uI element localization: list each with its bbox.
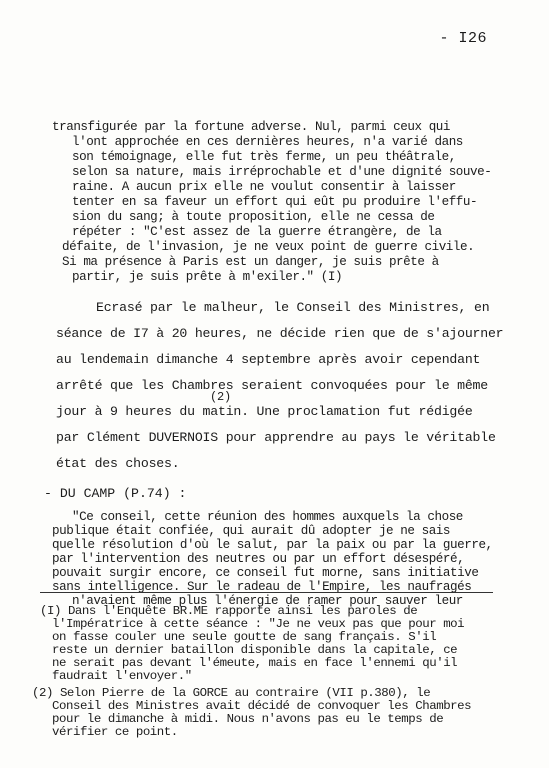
text-line: sion du sang; à toute proposition, elle ne cessa de [72, 210, 435, 224]
text-line: transfigurée par la fortune adverse. Nul, parmi ceux qui [52, 120, 451, 134]
text-line: défaite, de l'invasion, je ne veux point de guerre civile. [62, 240, 475, 254]
text-line: jour à 9 heures du matin. Une proclamation fut rédigée [56, 404, 473, 419]
text-line: répéter : "C'est assez de la guerre étrangère, de la [72, 225, 442, 239]
text-line: son témoignage, elle fut très ferme, un peu théâtrale, [72, 150, 456, 164]
text-line: au lendemain dimanche 4 septembre après avoir cependant [56, 352, 481, 367]
text-line: publique était confiée, qui aurait dû adopter je ne sais [52, 524, 451, 538]
footnote-line: (I) Dans l'Enquête BR.ME rapporte ainsi les paroles de [40, 604, 418, 618]
footnote-line: faudrait l'envoyer." [52, 669, 192, 683]
footnote-line: on fasse couler une seule goutte de sang français. S'il [52, 630, 437, 644]
text-line: Ecrasé par le malheur, le Conseil des Ministres, en [96, 300, 490, 315]
footnote-separator [40, 592, 493, 593]
page-number: - I26 [439, 30, 487, 47]
text-line: l'ont approchée en ces dernières heures, n'a varié dans [72, 135, 463, 149]
text-line: sans intelligence. Sur le radeau de l'Empire, les naufragés [52, 580, 472, 594]
footnote-line: (2) Selon Pierre de la GORCE au contraire (VII p.380), le [32, 686, 431, 700]
footnote-line: reste un dernier bataillon disponible dans la capitale, ce [52, 643, 458, 657]
text-line: n'avaient même plus l'énergie de ramer pour sauver leur [72, 594, 463, 608]
text-line: état des choses. [56, 456, 180, 471]
text-line: tenter en sa faveur un effort qui eût pu produire l'effu- [72, 195, 478, 209]
footnote-line: Conseil des Ministres avait décidé de convoquer les Chambres [52, 699, 472, 713]
text-line: "Ce conseil, cette réunion des hommes auxquels la chose [72, 510, 463, 524]
text-line: partir, je suis prête à m'exiler." (I) [72, 270, 343, 284]
text-line: par Clément DUVERNOIS pour apprendre au pays le véritable [56, 430, 496, 445]
text-line: quelle résolution d'où le salut, par la paix ou par la guerre, [52, 538, 493, 552]
footnote-marker: (2) [210, 390, 232, 404]
footnote-line: pour le dimanche à midi. Nous n'avons pas eu le temps de [52, 712, 444, 726]
text-line: Si ma présence à Paris est un danger, je suis prête à [62, 255, 439, 269]
text-line: arrêté que les Chambres seraient convoquées pour le même [56, 378, 488, 393]
text-line: selon sa nature, mais irréprochable et d'une dignité souve- [72, 165, 492, 179]
footnote-line: l'Impératrice à cette séance : "Je ne veux pas que pour moi [52, 617, 465, 631]
citation-heading: - DU CAMP (P.74) : [44, 486, 187, 501]
footnote-line: ne serait pas devant l'émeute, mais en face l'ennemi qu'il [52, 656, 458, 670]
text-line: pouvait surgir encore, ce conseil fut morne, sans initiative [52, 566, 479, 580]
footnote-line: vérifier ce point. [52, 725, 178, 739]
text-line: séance de I7 à 20 heures, ne décide rien que de s'ajourner [56, 326, 504, 341]
text-line: raine. A aucun prix elle ne voulut consentir à laisser [72, 180, 456, 194]
text-line: par l'intervention des neutres ou par un effort désespéré, [52, 552, 465, 566]
